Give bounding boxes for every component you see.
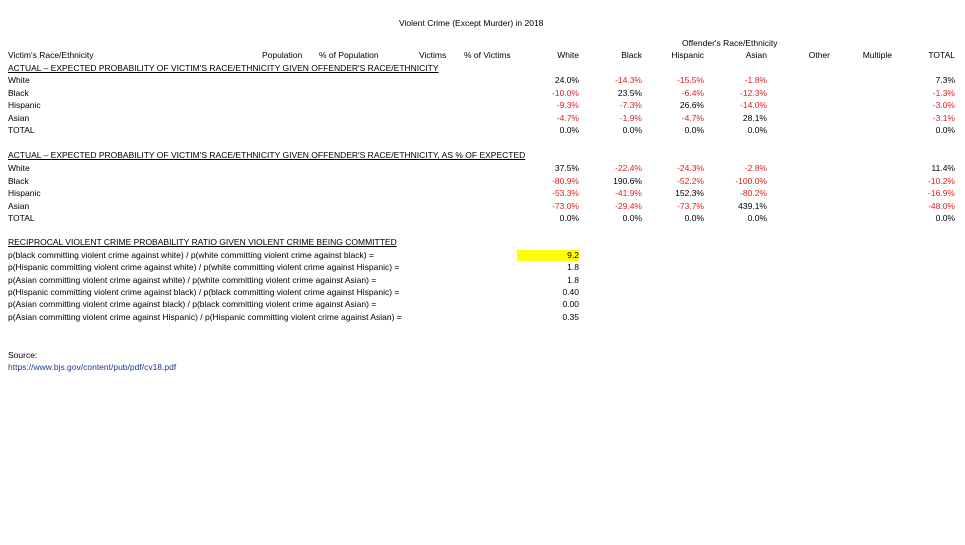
col-header-hispanic: Hispanic — [671, 50, 704, 60]
ratio-value: 0.00 — [562, 299, 579, 310]
section2-cell: -73.0% — [552, 200, 579, 211]
section2-cell: 0.0% — [559, 213, 579, 223]
ratio-label: p(Asian committing violent crime against Hispanic) / p(Hispanic committing violent crime against Asian) = — [8, 311, 402, 322]
section1-cell: 7.3% — [935, 75, 955, 85]
pct-population-header: % of Population — [319, 50, 379, 60]
section1-cell: -6.4% — [681, 87, 704, 98]
section2-cell: 0.0% — [747, 213, 767, 223]
section1-cell: -3.1% — [932, 112, 955, 123]
section2-cell: -48.0% — [928, 200, 955, 211]
section1-cell: 24.0% — [554, 75, 579, 85]
ratio-value: 0.40 — [562, 286, 579, 297]
section1-row-label: White — [8, 75, 30, 85]
section1-cell: 0.0% — [747, 125, 767, 135]
section1-cell: 28.1% — [742, 112, 767, 123]
col-header-white: White — [557, 50, 579, 60]
section1-cell: -9.3% — [556, 100, 579, 110]
section2-cell: -73.7% — [677, 200, 704, 211]
source-link[interactable]: https://www.bjs.gov/content/pub/pdf/cv18.pdf — [8, 362, 177, 372]
section2-cell: 37.5% — [554, 163, 579, 173]
section1-cell: 0.0% — [622, 125, 642, 135]
section1-row-label: TOTAL — [8, 125, 35, 135]
section2-cell: 0.0% — [935, 213, 955, 223]
section2-cell: 0.0% — [684, 213, 704, 223]
section3-title: RECIPROCAL VIOLENT CRIME PROBABILITY RATIO GIVEN VIOLENT CRIME BEING COMMITTED — [8, 237, 397, 247]
col-header-asian: Asian — [745, 50, 767, 60]
section1-cell: -3.0% — [932, 100, 955, 110]
section1-row-label: Asian — [8, 112, 30, 123]
col-header-total: TOTAL — [928, 50, 955, 60]
ratio-value: 1.8 — [567, 262, 579, 273]
section2-cell: -10.2% — [928, 175, 955, 186]
ratio-label: p(Hispanic committing violent crime against black) / p(black committing violent crime against Hispanic) = — [8, 286, 400, 297]
section2-cell: -100.0% — [735, 175, 767, 186]
section2-cell: -52.2% — [677, 175, 704, 186]
section1-cell: -14.0% — [740, 100, 767, 110]
ratio-value: 1.8 — [567, 274, 579, 285]
section2-title: ACTUAL – EXPECTED PROBABILITY OF VICTIM'S RACE/ETHNICITY GIVEN OFFENDER'S RACE/ETHNICITY, AS % OF EXPECTED — [8, 150, 526, 160]
ratio-label: p(black committing violent crime against white) / p(white committing violent crime against black) = — [8, 250, 374, 260]
section2-row-label: TOTAL — [8, 213, 35, 223]
section1-cell: -10.0% — [552, 87, 579, 98]
section2-row-label: White — [8, 163, 30, 173]
ratio-label: p(Hispanic committing violent crime against white) / p(white committing violent crime against Hispanic) = — [8, 262, 400, 273]
section2-cell: -29.4% — [615, 200, 642, 211]
section1-cell: -7.3% — [619, 100, 642, 110]
ratio-label: p(Asian committing violent crime against black) / p(black committing violent crime against Asian) = — [8, 299, 377, 310]
section2-cell: 11.4% — [931, 163, 955, 173]
source-label: Source: — [8, 350, 38, 360]
section2-cell: -24.3% — [677, 163, 704, 173]
offender-group-header: Offender's Race/Ethnicity — [682, 38, 778, 48]
section1-cell: 0.0% — [559, 125, 579, 135]
section2-cell: -53.3% — [552, 188, 579, 198]
victim-col-header: Victim's Race/Ethnicity — [8, 50, 94, 60]
section1-row-label: Hispanic — [8, 100, 41, 110]
ratio-label: p(Asian committing violent crime against white) / p(white committing violent crime against Asian) = — [8, 274, 377, 285]
section2-cell: 190.6% — [613, 175, 642, 186]
col-header-black: Black — [621, 50, 642, 60]
section1-cell: 23.5% — [617, 87, 642, 98]
col-header-multiple: Multiple — [862, 50, 892, 60]
section1-cell: -12.3% — [740, 87, 767, 98]
section2-cell: 0.0% — [622, 213, 642, 223]
section2-row-label: Black — [8, 175, 29, 186]
section1-cell: -4.7% — [681, 112, 704, 123]
section1-cell: -1.8% — [744, 75, 767, 85]
section1-row-label: Black — [8, 87, 29, 98]
section2-cell: -16.9% — [928, 188, 955, 198]
ratio-value: 0.35 — [562, 311, 579, 322]
section2-cell: 152.3% — [675, 188, 704, 198]
section1-cell: 0.0% — [684, 125, 704, 135]
section2-cell: 439.1% — [738, 200, 767, 211]
section2-cell: -80.2% — [740, 188, 767, 198]
sheet-title: Violent Crime (Except Murder) in 2018 — [399, 18, 544, 28]
section2-row-label: Asian — [8, 200, 30, 211]
section2-cell: -41.9% — [615, 188, 642, 198]
section2-row-label: Hispanic — [8, 188, 41, 198]
section1-title: ACTUAL – EXPECTED PROBABILITY OF VICTIM'S RACE/ETHNICITY GIVEN OFFENDER'S RACE/ETHNICITY — [8, 63, 439, 73]
section1-cell: -14.3% — [615, 75, 642, 85]
section2-cell: -2.8% — [744, 163, 767, 173]
section2-cell: -80.9% — [552, 175, 579, 186]
col-header-other: Other — [808, 50, 830, 60]
population-header: Population — [262, 50, 303, 60]
pct-victims-header: % of Victims — [464, 50, 511, 60]
section1-cell: -1.3% — [932, 87, 955, 98]
section1-cell: -1.9% — [619, 112, 642, 123]
section1-cell: 0.0% — [935, 125, 955, 135]
section2-cell: -22.4% — [615, 163, 642, 173]
victims-header: Victims — [419, 50, 447, 60]
ratio-value: 9.2 — [517, 250, 579, 261]
section1-cell: -15.5% — [677, 75, 704, 85]
section1-cell: 26.6% — [679, 100, 704, 110]
section1-cell: -4.7% — [556, 112, 579, 123]
